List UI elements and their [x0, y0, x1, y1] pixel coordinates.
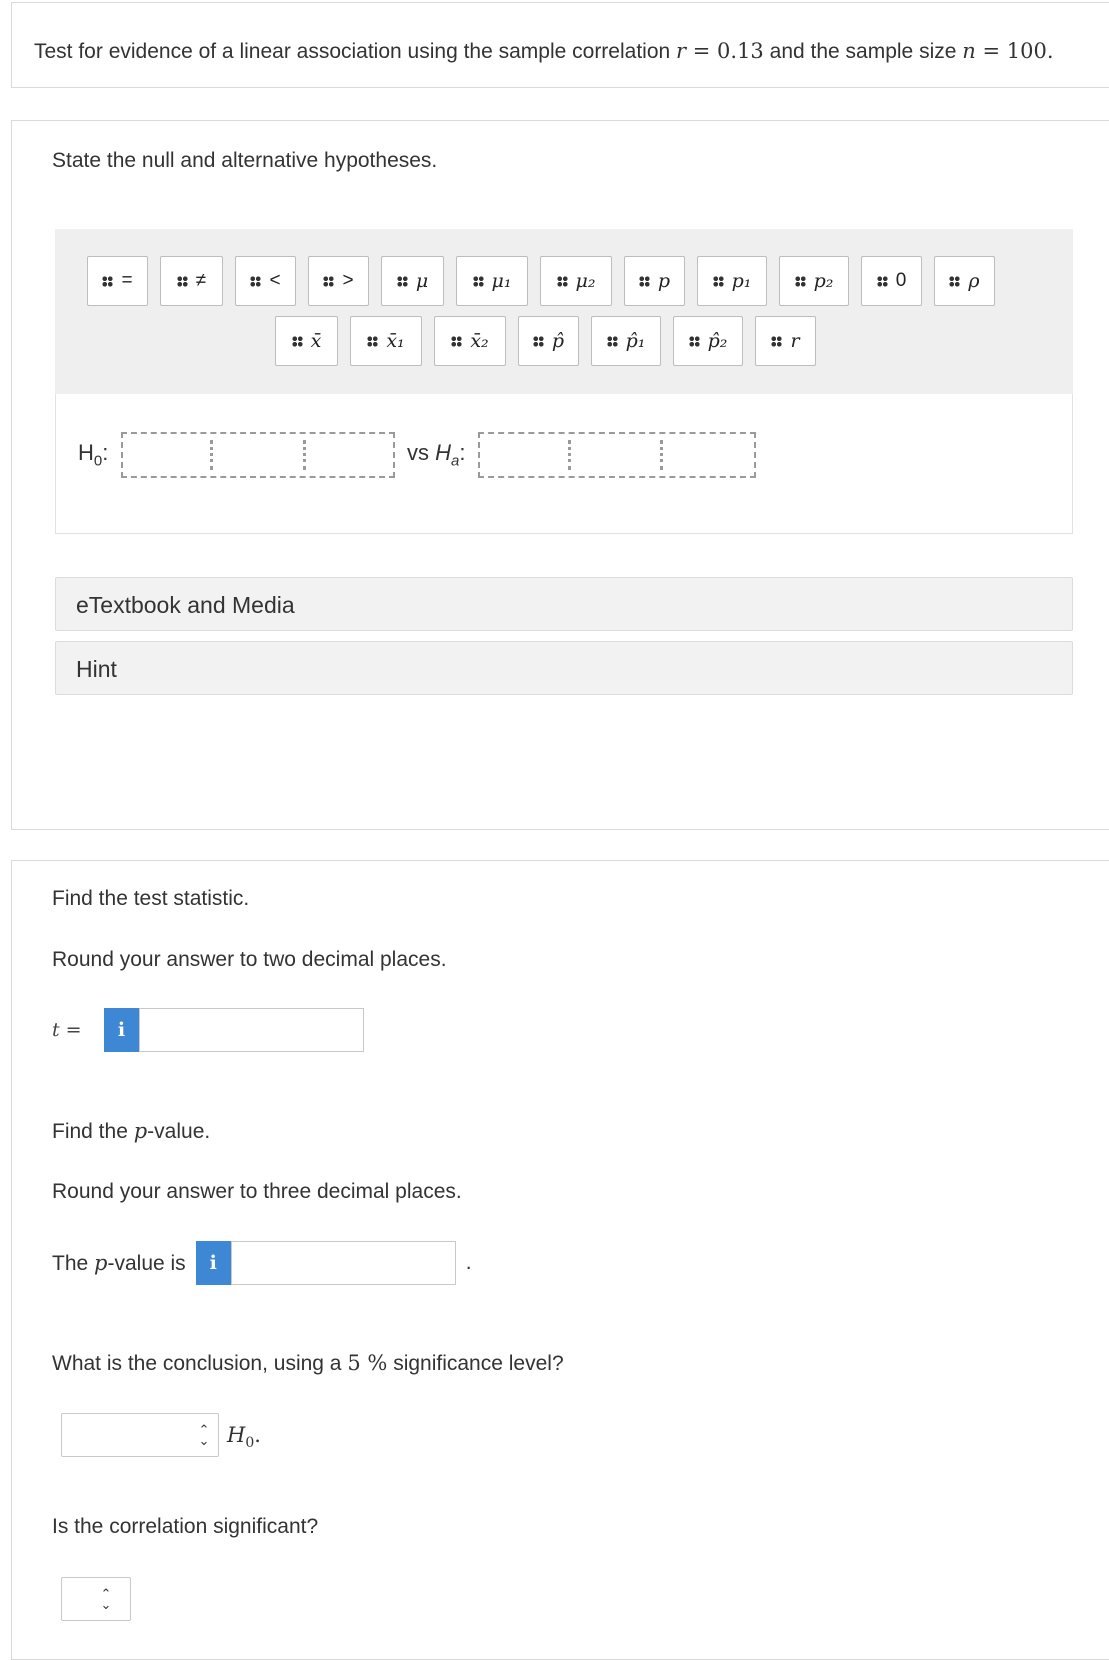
drag-grip-icon: [557, 276, 568, 287]
h0-label: $H_0$:: [78, 440, 109, 470]
dropzone-divider: [210, 440, 213, 470]
token-p1[interactable]: [697, 256, 767, 306]
token-x-bar-1[interactable]: [350, 316, 422, 366]
round-two-instruction: Round your answer to two decimal places.: [52, 948, 447, 971]
token-label: p₂: [813, 270, 834, 292]
etextbook-media-toggle[interactable]: eTextbook and Media: [55, 577, 1073, 631]
token-label: p̂: [551, 330, 565, 352]
n-value: 100.: [1006, 39, 1054, 63]
token-label: μ: [415, 270, 429, 292]
question-text: [34, 39, 1054, 64]
drag-grip-icon: [292, 336, 303, 347]
drag-grip-icon: [795, 276, 806, 287]
significance-select[interactable]: [61, 1577, 131, 1621]
hypotheses-panel: [11, 120, 1109, 830]
token-not-equal[interactable]: [160, 256, 223, 306]
token-p2[interactable]: [779, 256, 849, 306]
t-label: t =: [52, 1019, 82, 1041]
token-less-than[interactable]: [235, 256, 296, 306]
test-panel: [11, 860, 1109, 1660]
token-greater-than[interactable]: [308, 256, 369, 306]
info-icon[interactable]: i: [104, 1008, 139, 1052]
token-x-bar[interactable]: [275, 316, 338, 366]
r-value: 0.13: [717, 39, 764, 63]
token-label: x̄: [310, 330, 322, 352]
hypotheses-drop-area: [55, 394, 1073, 534]
token-label: 0: [895, 270, 907, 291]
token-label: μ₂: [575, 270, 596, 292]
conclusion-select[interactable]: [61, 1413, 219, 1457]
dropzone-divider: [660, 440, 663, 470]
t-stat-input[interactable]: [139, 1008, 364, 1052]
equals-sign: =: [686, 39, 718, 63]
drag-grip-icon: [639, 276, 650, 287]
token-mu[interactable]: [381, 256, 444, 306]
ha-dropzone[interactable]: [478, 432, 756, 478]
drag-grip-icon: [607, 336, 618, 347]
token-bank: [55, 229, 1073, 394]
p-value-row: [52, 1241, 472, 1285]
token-label: μ₁: [491, 270, 512, 292]
token-zero[interactable]: [861, 256, 922, 306]
token-label: p̂₂: [707, 330, 728, 352]
n-symbol: n: [962, 39, 976, 63]
token-mu1[interactable]: [456, 256, 528, 306]
p-value-period: .: [465, 1251, 472, 1274]
drag-grip-icon: [771, 336, 782, 347]
t-stat-row: [52, 1008, 364, 1052]
token-label: p₁: [731, 270, 752, 292]
token-label: p̂₁: [625, 330, 646, 352]
token-r[interactable]: [755, 316, 816, 366]
token-p-hat-2[interactable]: [673, 316, 743, 366]
drag-grip-icon: [473, 276, 484, 287]
chevron-up-down-icon: ⌃ ⌄: [198, 1422, 210, 1448]
drag-grip-icon: [713, 276, 724, 287]
token-rho[interactable]: [934, 256, 995, 306]
token-label: r: [790, 330, 800, 352]
drag-grip-icon: [323, 276, 334, 287]
drag-grip-icon: [102, 276, 113, 287]
dropzone-divider: [568, 440, 571, 470]
h0-dropzone[interactable]: [121, 432, 395, 478]
info-icon[interactable]: i: [196, 1241, 231, 1285]
token-p-hat-1[interactable]: [591, 316, 661, 366]
dropzone-divider: [303, 440, 306, 470]
vs-ha-label: vs $H_a$:: [407, 440, 466, 470]
token-p[interactable]: [624, 256, 685, 306]
drag-grip-icon: [949, 276, 960, 287]
drag-grip-icon: [451, 336, 462, 347]
r-symbol: r: [676, 39, 687, 63]
token-x-bar-2[interactable]: [434, 316, 506, 366]
token-label: x̄₂: [470, 330, 489, 352]
question-middle: and the sample size: [769, 40, 957, 63]
p-value-input[interactable]: [231, 1241, 456, 1285]
significance-question: Is the correlation significant?: [52, 1515, 319, 1538]
token-label: ρ: [968, 270, 980, 292]
drag-grip-icon: [689, 336, 700, 347]
conclusion-question: What is the conclusion, using a 5 % significance level?: [52, 1351, 564, 1375]
token-label: <: [269, 270, 281, 291]
token-label: p: [657, 270, 671, 292]
token-label: =: [121, 270, 133, 291]
drag-grip-icon: [177, 276, 188, 287]
token-p-hat[interactable]: [518, 316, 579, 366]
drag-grip-icon: [533, 336, 544, 347]
drag-grip-icon: [877, 276, 888, 287]
drag-grip-icon: [367, 336, 378, 347]
hypotheses-instruction: State the null and alternative hypotheses.: [52, 149, 438, 172]
token-label: >: [342, 270, 354, 291]
p-value-label: The p-value is: [52, 1250, 186, 1275]
drag-grip-icon: [250, 276, 261, 287]
equals-sign-n: =: [975, 39, 1007, 63]
question-prefix: Test for evidence of a linear association using the sample correlation: [34, 40, 671, 63]
h0-after-select: $H_0$.: [227, 1423, 261, 1452]
token-label: x̄₁: [386, 330, 405, 352]
token-mu2[interactable]: [540, 256, 612, 306]
token-equals[interactable]: [87, 256, 148, 306]
chevron-up-down-icon: ⌃ ⌄: [100, 1586, 112, 1612]
find-p-value: Find the p-value.: [52, 1119, 211, 1143]
question-panel: [11, 2, 1109, 88]
token-label: ≠: [195, 270, 207, 291]
find-test-statistic: Find the test statistic.: [52, 887, 250, 910]
hint-toggle[interactable]: Hint: [55, 641, 1073, 695]
round-three-instruction: Round your answer to three decimal places.: [52, 1180, 462, 1203]
drag-grip-icon: [397, 276, 408, 287]
